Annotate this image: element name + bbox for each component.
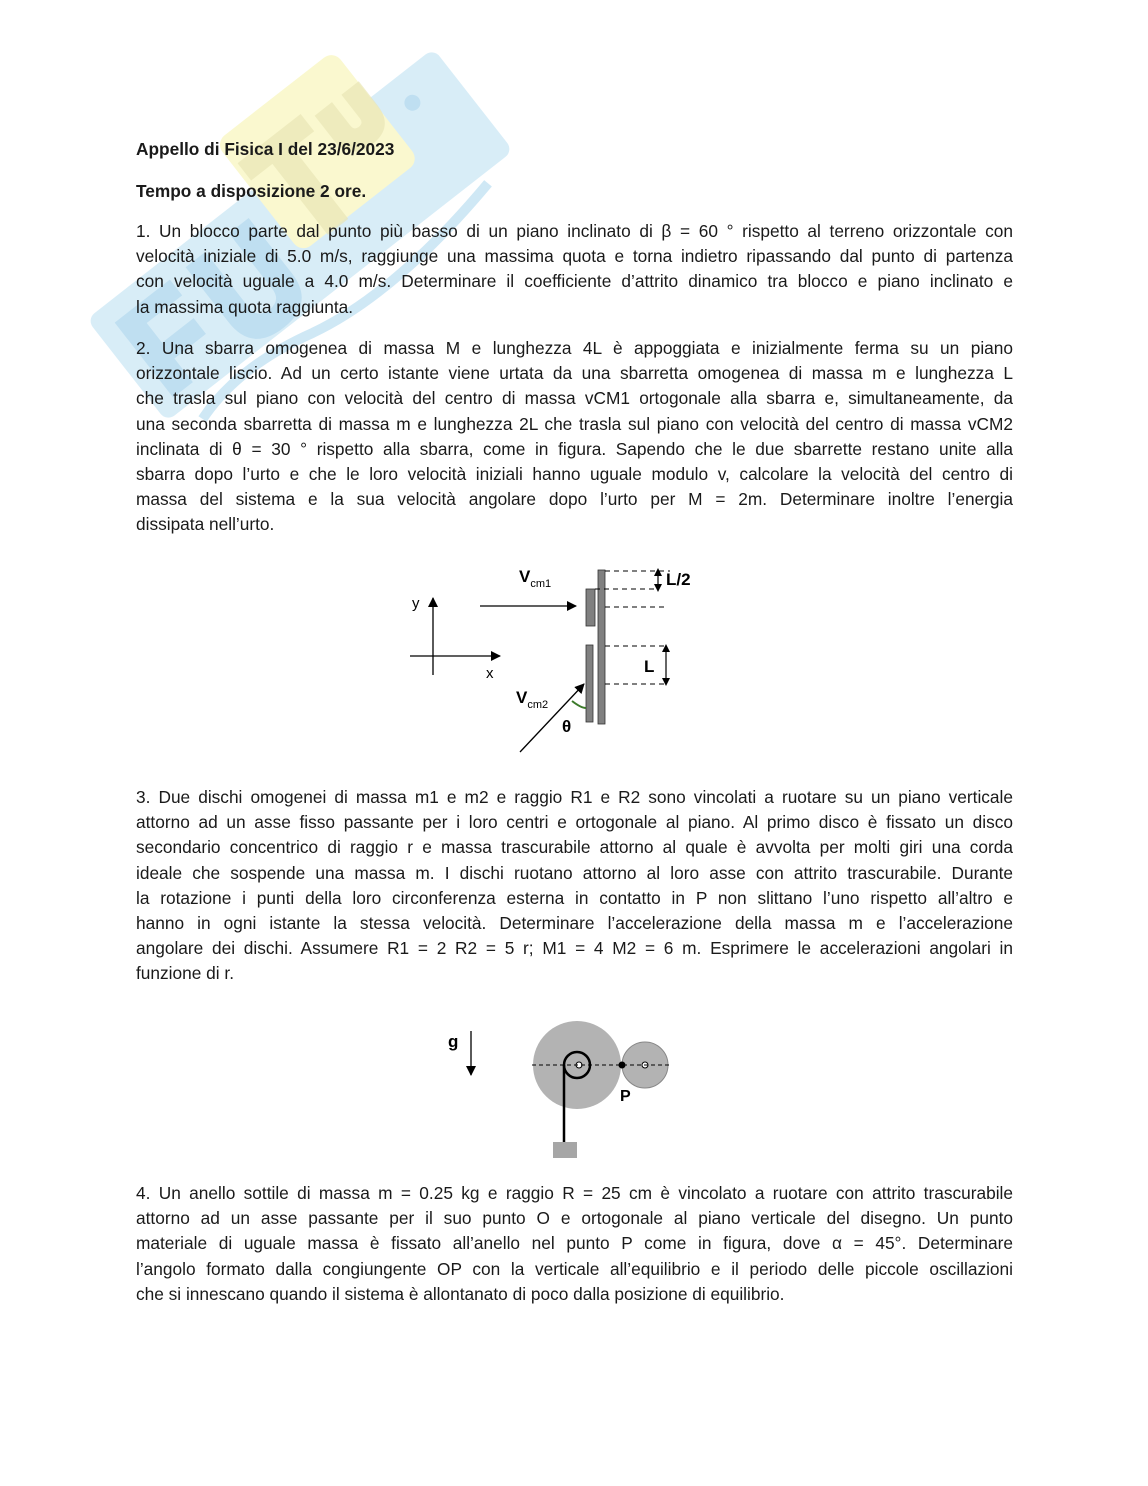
exam-duration: Tempo a disposizione 2 ore. [136, 181, 367, 201]
problem-2-line: dissipata nell’urto. [136, 514, 275, 535]
problem-3-line: la rotazione i punti della loro circonferenza esterna in contatto in P non slittano l’uno rispetto all’altro e [136, 887, 1013, 908]
problem-2-line: massa del sistema e la sua velocità angolare dopo l’urto per M = 2m. Determinare inoltre l’energia [136, 489, 1013, 510]
short-bar-1 [586, 589, 595, 626]
problem-4-line: attorno ad un asse passante per il suo punto O e ortogonale al piano verticale del disegno. Un punto [136, 1208, 1013, 1229]
contact-point-label: P [620, 1088, 631, 1105]
axis-y-label: y [412, 595, 420, 612]
problem-3-line: attorno ad un asse fisso passante per i loro centri e ortogonale al piano. Al primo disco è fissato un disco [136, 812, 1013, 833]
figure-bars-collision [400, 560, 720, 760]
problem-3-line: angolare dei dischi. Assumere R1 = 2 R2 = 5 r; M1 = 4 M2 = 6 m. Esprimere le accelerazioni angolari in [136, 938, 1013, 959]
problem-1-line: con velocità uguale a 4.0 m/s. Determinare il coefficiente d’attrito dinamico tra blocco e piano inclinato e [136, 271, 1013, 292]
problem-4-line: che si innescano quando il sistema è allontanato di poco dalla posizione di equilibrio. [136, 1283, 785, 1304]
problem-1-line: la massima quota raggiunta. [136, 296, 354, 317]
problem-3-line: hanno in ogni istante la stessa velocità. Determinare l’accelerazione della massa m e l’accelerazione [136, 913, 1013, 934]
problem-4-line: 4. Un anello sottile di massa m = 0.25 kg e raggio R = 25 cm è vincolato a ruotare con attrito trascurabile [136, 1183, 1013, 1203]
vcm1-label: $V_{cm1}$ [519, 567, 552, 590]
short-bar-2 [586, 645, 593, 722]
problem-2-line: orizzontale liscio. Ad un certo istante viene urtata da una sbarretta omogenea di massa m e lunghezza L [136, 363, 1013, 384]
problem-2 [136, 336, 1013, 538]
contact-point [619, 1062, 626, 1069]
problem-2-line: che trasla sul piano con velocità del centro di massa vCM1 ortogonale alla sbarra e, simultaneamente, da [136, 388, 1013, 409]
half-l-label: L/2 [666, 570, 691, 589]
exam-title: Appello di Fisica I del 23/6/2023 [136, 139, 395, 159]
problem-3-line: ideale che sospende una massa m. I dischi ruotano attorno al loro asse con attrito trascurabile. Durante [136, 862, 1013, 883]
problem-1-line: 1. Un blocco parte dal punto più basso di un piano inclinato di β = 60 ° rispetto al terreno orizzontale con [136, 221, 1013, 241]
theta-label: θ [562, 717, 572, 736]
theta-arc [572, 701, 586, 708]
axis-x-label: x [486, 665, 494, 682]
problem-3-line: funzione di r. [136, 963, 234, 984]
problem-2-line: sbarra dopo l’urto e che le loro velocità iniziali hanno uguale modulo v, calcolare la velocità del centro di [136, 464, 1013, 485]
vcm2-label: $V_{cm2}$ [516, 688, 549, 711]
problem-4-line: l’angolo formato dalla congiungente OP con la verticale all’equilibrio e il periodo delle piccole oscillazioni [136, 1258, 1013, 1279]
problem-1-line: velocità iniziale di 5.0 m/s, raggiunge una massima quota e torna indietro ripassando dal punto di partenza [136, 246, 1013, 267]
problem-2-line: 2. Una sbarra omogenea di massa M e lunghezza 4L è appoggiata e inizialmente ferma su un piano [136, 338, 1013, 358]
problem-2-line: una seconda sbarretta di massa m e lunghezza 2L che trasla sul piano con velocità del centro di massa vCM2 [136, 413, 1013, 434]
problem-2-line: inclinata di θ = 30 ° rispetto alla sbarra, come in figura. Sapendo che le due sbarrette restano unite alla [136, 438, 1013, 459]
problem-1 [136, 219, 1013, 320]
long-bar [598, 570, 605, 724]
l-label: L [644, 657, 655, 676]
gravity-label: g [448, 1032, 459, 1051]
problem-3 [136, 785, 1013, 987]
problem-3-line: 3. Due dischi omogenei di massa m1 e m2 e raggio R1 e R2 sono vincolati a ruotare su un piano verticale [136, 787, 1013, 807]
hanging-mass [553, 1142, 577, 1158]
problem-4-line: materiale di uguale massa è fissato all’anello nel punto P come in figura, dove α = 45°. Determinare [136, 1233, 1013, 1254]
vcm2-arrow [520, 684, 584, 752]
problem-4 [136, 1181, 1013, 1307]
figure-disks [440, 1015, 690, 1165]
problem-3-line: secondario concentrico di raggio r e massa trascurabile attorno al quale è avvolta per molti giri una corda [136, 837, 1013, 858]
